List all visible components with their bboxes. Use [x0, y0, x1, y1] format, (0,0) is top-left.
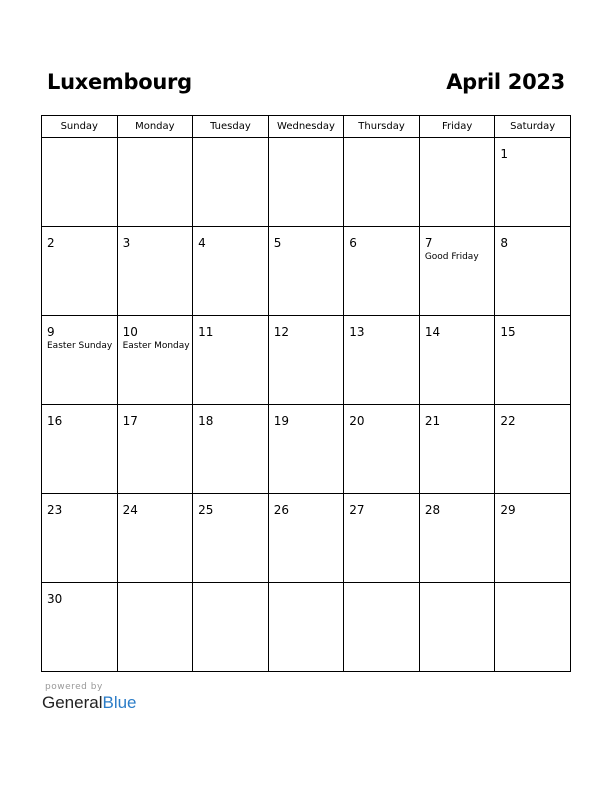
week-row [42, 316, 571, 405]
day-number: 5 [273, 236, 282, 250]
day-number: 21 [424, 414, 441, 428]
weekday-tuesday: Tuesday [193, 116, 269, 138]
day-cell [419, 583, 495, 672]
day-number: 12 [273, 325, 289, 339]
day-cell [193, 138, 269, 227]
day-number: 27 [349, 503, 365, 517]
day-cell [344, 138, 420, 227]
day-cell [42, 583, 118, 672]
day-cell [495, 227, 571, 316]
day-number: 9 [47, 325, 55, 339]
weekday-wednesday: Wednesday [268, 116, 344, 138]
day-number: 14 [424, 325, 441, 339]
week-row [42, 494, 571, 583]
day-number: 13 [349, 325, 365, 339]
day-number: 25 [198, 503, 214, 517]
calendar-body [42, 138, 571, 672]
day-cell [344, 494, 420, 583]
day-number: 17 [122, 414, 138, 428]
day-cell [495, 316, 571, 405]
generalblue-logo[interactable] [42, 693, 137, 713]
day-number: 30 [47, 592, 63, 606]
day-cell [419, 138, 495, 227]
day-number: 22 [500, 414, 516, 428]
day-number: 4 [198, 236, 206, 250]
day-number: 20 [349, 414, 365, 428]
day-cell [495, 405, 571, 494]
day-cell [117, 227, 193, 316]
powered-by-text: powered by [45, 682, 103, 692]
country-title: Luxembourg [47, 70, 192, 94]
day-cell [117, 138, 193, 227]
day-cell [42, 405, 118, 494]
holiday-label: Easter Sunday [47, 341, 113, 351]
day-number: 8 [500, 236, 509, 250]
day-cell [344, 227, 420, 316]
calendar-grid [41, 115, 571, 672]
weekday-sunday: Sunday [42, 116, 118, 138]
day-number: 1 [500, 147, 509, 161]
day-cell [268, 583, 344, 672]
weekday-header-row [42, 116, 571, 138]
day-cell [42, 316, 118, 405]
day-cell [117, 405, 193, 494]
week-row [42, 405, 571, 494]
day-number: 28 [424, 503, 441, 517]
holiday-label: Good Friday [424, 252, 479, 262]
day-cell [193, 494, 269, 583]
day-cell [193, 316, 269, 405]
day-cell [344, 316, 420, 405]
holiday-label: Easter Monday [122, 341, 190, 351]
day-cell [268, 405, 344, 494]
day-number: 7 [424, 236, 433, 250]
day-number: 15 [500, 325, 516, 339]
day-cell [495, 494, 571, 583]
weekday-saturday: Saturday [495, 116, 571, 138]
day-cell [495, 138, 571, 227]
week-row [42, 138, 571, 227]
week-row [42, 583, 571, 672]
day-cell [193, 227, 269, 316]
day-number: 19 [273, 414, 289, 428]
day-cell [495, 583, 571, 672]
day-number: 18 [198, 414, 214, 428]
day-cell [268, 138, 344, 227]
day-cell [419, 494, 495, 583]
weekday-friday: Friday [419, 116, 495, 138]
day-number: 10 [122, 325, 138, 339]
day-cell [117, 316, 193, 405]
day-number: 11 [198, 325, 214, 339]
day-cell [419, 227, 495, 316]
day-cell [268, 316, 344, 405]
day-cell [42, 138, 118, 227]
day-number: 6 [349, 236, 357, 250]
day-cell [344, 583, 420, 672]
brand-blue: Blue [102, 693, 137, 712]
day-cell [268, 227, 344, 316]
weekday-thursday: Thursday [344, 116, 420, 138]
day-cell [193, 583, 269, 672]
day-number: 23 [47, 503, 63, 517]
day-cell [419, 316, 495, 405]
day-number: 24 [122, 503, 138, 517]
day-number: 2 [47, 236, 55, 250]
day-cell [117, 583, 193, 672]
day-cell [42, 227, 118, 316]
day-cell [117, 494, 193, 583]
day-number: 26 [273, 503, 289, 517]
weekday-monday: Monday [117, 116, 193, 138]
month-year-title: April 2023 [446, 70, 565, 94]
day-cell [344, 405, 420, 494]
day-number: 3 [122, 236, 131, 250]
day-cell [268, 494, 344, 583]
week-row [42, 227, 571, 316]
day-cell [193, 405, 269, 494]
day-cell [419, 405, 495, 494]
day-number: 16 [47, 414, 63, 428]
day-number: 29 [500, 503, 516, 517]
day-cell [42, 494, 118, 583]
brand-general: General [42, 693, 103, 712]
